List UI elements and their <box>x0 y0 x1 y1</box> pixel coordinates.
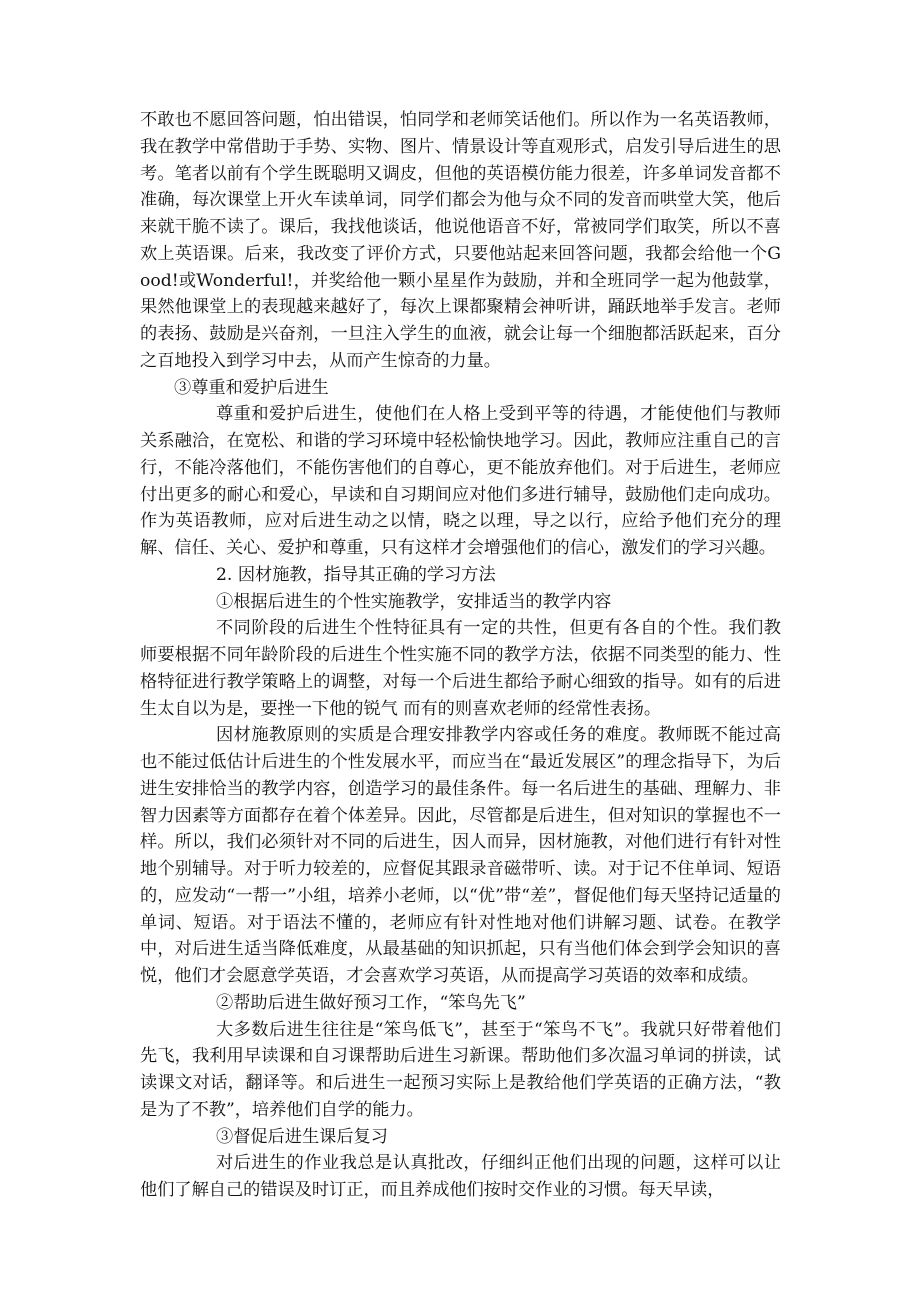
paragraph-review: 对后进生的作业我总是认真批改，仔细纠正他们出现的问题，这样可以让他们了解自己的错误及时订正，而且养成他们按时交作业的习惯。每天早读， <box>140 1153 781 1200</box>
subsection-heading-preview: ②帮助后进生做好预习工作，“笨鸟先飞” <box>216 992 526 1013</box>
paragraph-difficulty: 因材施教原则的实质是合理安排教学内容或任务的难度。教师既不能过高也不能过低估计后进生的个性发展水平，而应当在“最近发展区”的理念指导下，为后进生安排恰当的教学内容，创造学习的最佳条件。每一名后进生的基础、理解力、非智力因素等方面都存在着个体差异。因此，尽管都是后进生，但对知识的掌握也不一样。所以，我们必须针对不同的后进生，因人而异，因材施教，对他们进行有针对性地个别辅导。对于听力较差的，应督促其跟录音磁带听、读。对于记不住单词、短语的，应发动“一帮一”小组，培养小老师，以“优”带“差”，督促他们每天坚持记适量的单词、短语。对于语法不懂的，老师应有针对性地对他们讲解习题、试卷。在教学中，对后进生适当降低难度，从最基础的知识抓起，只有当他们体会到学会知识的喜悦，他们才会愿意学英语，才会喜欢学习英语，从而提高学习英语的效率和成绩。 <box>140 725 781 986</box>
subsection-heading-review: ③督促后进生课后复习 <box>216 1126 388 1147</box>
section-heading-teach-accordingly: 2. 因材施教，指导其正确的学习方法 <box>216 564 496 585</box>
paragraph-praise-example: 不敢也不愿回答问题，怕出错误，怕同学和老师笑话他们。所以作为一名英语教师，我在教学中常借助于手势、实物、图片、情景设计等直观形式，启发引导后进生的思考。笔者以前有个学生既聪明又调皮，但他的英语模仿能力很差，许多单词发音都不准确，每次课堂上开火车读单词，同学们都会为他与众不同的发音而哄堂大笑，他后来就干脆不读了。课后，我找他谈话，他说他语音不好，常被同学们取笑，所以不喜欢上英语课。后来，我改变了评价方式，只要他站起来回答问题，我都会给他一个Good!或Wonderful!，并奖给他一颗小星星作为鼓励，并和全班同学一起为他鼓掌，果然他课堂上的表现越来越好了，每次上课都聚精会神听讲，踊跃地举手发言。老师的表扬、鼓励是兴奋剂，一旦注入学生的血液，就会让每一个细胞都活跃起来，百分之百地投入到学习中去，从而产生惊奇的力量。 <box>140 110 781 371</box>
document-page <box>140 107 781 1204</box>
section-heading-respect: ③尊重和爱护后进生 <box>174 377 329 398</box>
paragraph-preview: 大多数后进生往往是“笨鸟低飞”，甚至于“笨鸟不飞”。我就只好带着他们先飞，我利用早读课和自习课帮助后进生习新课。帮助他们多次温习单词的拼读，试读课文对话，翻译等。和后进生一起预习实际上是教给他们学英语的正确方法，“教是为了不教”，培养他们自学的能力。 <box>140 1019 781 1120</box>
paragraph-personality: 不同阶段的后进生个性特征具有一定的共性，但更有各自的个性。我们教师要根据不同年龄阶段的后进生个性实施不同的教学方法，依据不同类型的能力、性格特征进行教学策略上的调整，对每一个后进生都给予耐心细致的指导。如有的后进生太自以为是，要挫一下他的锐气 而有的则喜欢老师的经常性表扬。 <box>140 618 781 719</box>
subsection-heading-personality: ①根据后进生的个性实施教学，安排适当的教学内容 <box>216 591 612 612</box>
paragraph-respect: 尊重和爱护后进生，使他们在人格上受到平等的待遇，才能使他们与教师关系融洽，在宽松、和谐的学习环境中轻松愉快地学习。因此，教师应注重自己的言行，不能冷落他们，不能伤害他们的自尊心，更不能放弃他们。对于后进生，老师应付出更多的耐心和爱心，早读和自习期间应对他们多进行辅导，鼓励他们走向成功。作为英语教师，应对后进生动之以情，晓之以理，导之以行，应给予他们充分的理解、信任、关心、爱护和尊重，只有这样才会增强他们的信心，激发们的学习兴趣。 <box>140 404 781 558</box>
